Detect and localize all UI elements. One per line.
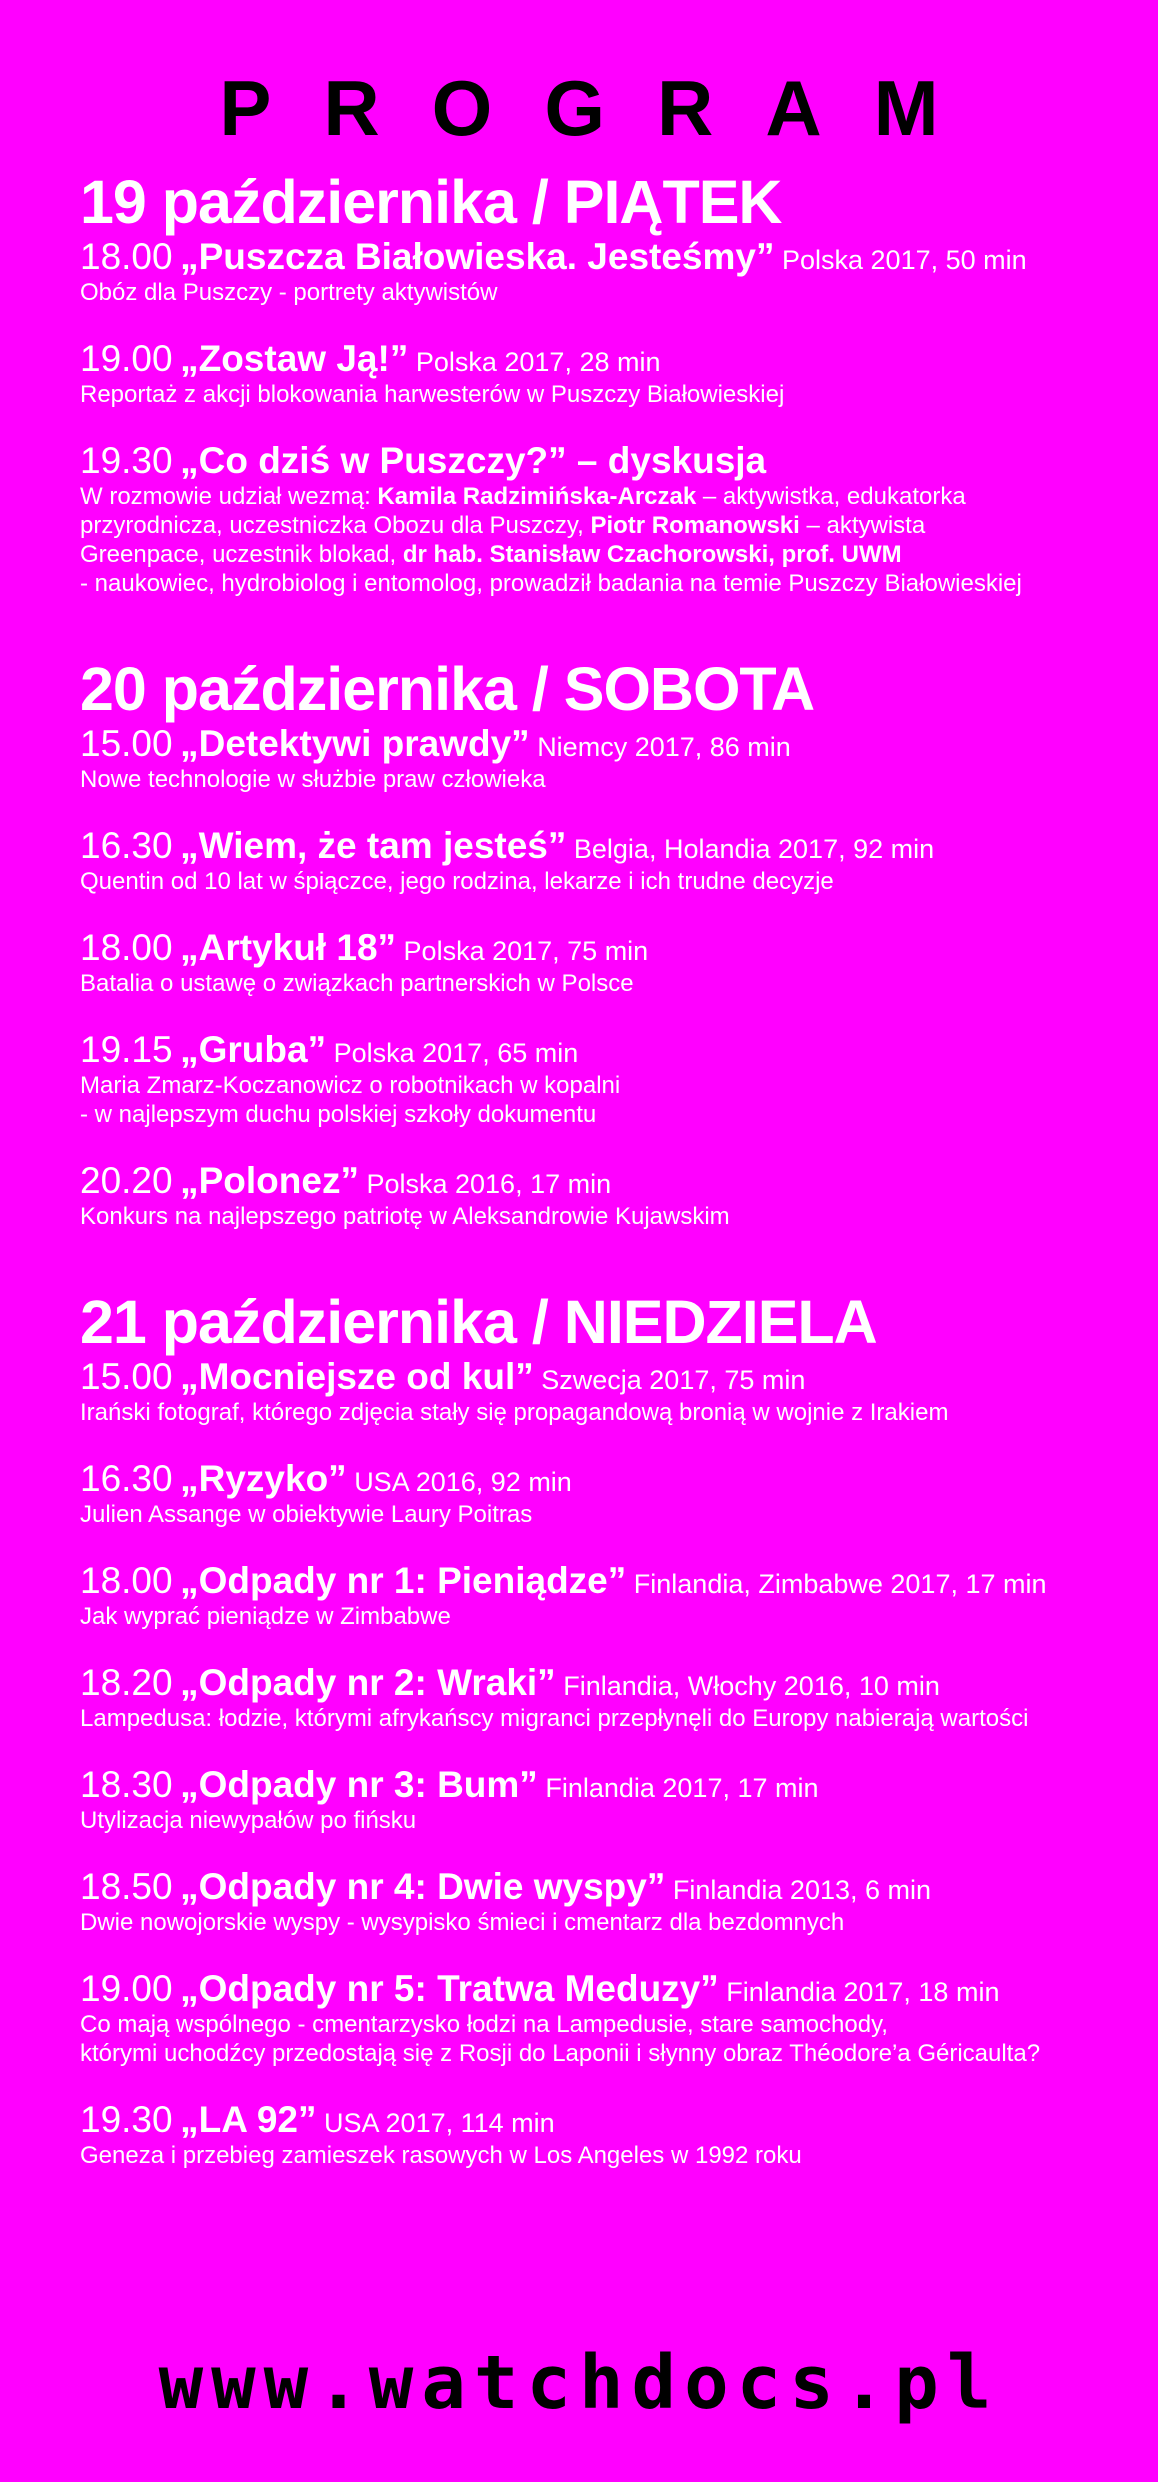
- event-description-line: W rozmowie udział wezmą: Kamila Radzimińska-Arczak – aktywistka, edukatorka: [80, 483, 966, 510]
- speaker-name: Piotr Romanowski: [590, 512, 800, 539]
- event-time: 18.30: [80, 1764, 173, 1805]
- event-title: „Polonez”: [180, 1160, 359, 1201]
- event-description: Julien Assange w obiektywie Laury Poitras: [80, 1501, 533, 1528]
- event-time: 15.00: [80, 723, 173, 764]
- event-item: [80, 927, 1120, 998]
- event-meta: USA 2017, 114 min: [324, 2108, 555, 2138]
- event-description: Batalia o ustawę o związkach partnerskich w Polsce: [80, 970, 634, 997]
- event-description: Nowe technologie w służbie praw człowieka: [80, 766, 546, 793]
- day-section-sunday: [80, 1285, 1120, 2170]
- event-item: [80, 1662, 1120, 1733]
- event-meta: Polska 2017, 28 min: [415, 347, 661, 377]
- speaker-name: dr hab. Stanisław Czachorowski, prof. UWM: [402, 541, 902, 568]
- event-time: 19.30: [80, 2099, 173, 2140]
- event-time: 16.30: [80, 825, 173, 866]
- event-meta: Polska 2016, 17 min: [366, 1169, 612, 1199]
- event-description: Konkurs na najlepszego patriotę w Aleksandrowie Kujawskim: [80, 1203, 730, 1230]
- event-title: „Detektywi prawdy”: [180, 723, 530, 764]
- event-title: „Odpady nr 3: Bum”: [180, 1764, 538, 1805]
- event-description: Obóz dla Puszczy - portrety aktywistów: [80, 279, 498, 306]
- event-title: „Co dziś w Puszczy?” – dyskusja: [180, 440, 767, 481]
- event-description: Maria Zmarz-Koczanowicz o robotnikach w kopalni: [80, 1072, 621, 1099]
- event-description: - w najlepszym duchu polskiej szkoły dokumentu: [80, 1101, 597, 1128]
- event-item: [80, 1029, 1120, 1129]
- day-heading: 20 października / SOBOTA: [80, 655, 815, 723]
- event-time: 18.00: [80, 927, 173, 968]
- event-meta: Polska 2017, 75 min: [403, 936, 649, 966]
- event-meta: Finlandia, Włochy 2016, 10 min: [563, 1671, 940, 1701]
- event-meta: Polska 2017, 50 min: [782, 245, 1027, 275]
- website-url-link[interactable]: www.watchdocs.pl: [158, 2340, 1000, 2426]
- event-description-line: przyrodnicza, uczestniczka Obozu dla Puszczy, Piotr Romanowski – aktywista: [80, 512, 926, 539]
- event-item: [80, 1160, 1120, 1231]
- day-section-saturday: [80, 652, 1120, 1231]
- event-time: 15.00: [80, 1356, 173, 1397]
- event-description: Dwie nowojorskie wyspy - wysypisko śmieci i cmentarz dla bezdomnych: [80, 1909, 845, 1936]
- event-title: „Odpady nr 2: Wraki”: [180, 1662, 556, 1703]
- event-description: Co mają wspólnego - cmentarzysko łodzi na Lampedusie, stare samochody,: [80, 2011, 888, 2038]
- event-meta: Finlandia 2017, 18 min: [726, 1977, 1000, 2007]
- event-item: [80, 723, 1120, 794]
- event-time: 19.15: [80, 1029, 173, 1070]
- day-heading: 19 października / PIĄTEK: [80, 168, 782, 236]
- day-heading: 21 października / NIEDZIELA: [80, 1288, 877, 1356]
- event-title: „LA 92”: [180, 2099, 317, 2140]
- event-description: Quentin od 10 lat w śpiączce, jego rodzina, lekarze i ich trudne decyzje: [80, 868, 834, 895]
- event-item: [80, 1764, 1120, 1835]
- event-time: 18.00: [80, 1560, 173, 1601]
- event-title: „Odpady nr 4: Dwie wyspy”: [180, 1866, 666, 1907]
- event-meta: Szwecja 2017, 75 min: [541, 1365, 806, 1395]
- event-title: „Ryzyko”: [180, 1458, 347, 1499]
- event-item: [80, 236, 1120, 307]
- event-description: Geneza i przebieg zamieszek rasowych w Los Angeles w 1992 roku: [80, 2142, 802, 2169]
- event-title: „Artykuł 18”: [180, 927, 397, 968]
- event-meta: Polska 2017, 65 min: [333, 1038, 579, 1068]
- event-time: 20.20: [80, 1160, 173, 1201]
- event-item: [80, 1356, 1120, 1427]
- event-time: 18.50: [80, 1866, 173, 1907]
- event-item: [80, 1866, 1120, 1937]
- event-description: którymi uchodźcy przedostają się z Rosji do Laponii i słynny obraz Théodore’a Géricaulta?: [80, 2040, 1041, 2067]
- program-title: PROGRAM: [219, 64, 991, 152]
- program-schedule: [80, 165, 1120, 2224]
- event-title: „Mocniejsze od kul”: [180, 1356, 534, 1397]
- event-item: [80, 1458, 1120, 1529]
- event-description: Reportaż z akcji blokowania harwesterów w Puszczy Białowieskiej: [80, 381, 785, 408]
- event-description: Lampedusa: łodzie, którymi afrykańscy migranci przepłynęli do Europy nabierają wartości: [80, 1705, 1029, 1732]
- event-time: 19.00: [80, 1968, 173, 2009]
- event-item: [80, 1968, 1120, 2068]
- event-meta: Finlandia 2013, 6 min: [672, 1875, 932, 1905]
- event-meta: Finlandia 2017, 17 min: [545, 1773, 819, 1803]
- event-meta: USA 2016, 92 min: [354, 1467, 572, 1497]
- event-item: [80, 338, 1120, 409]
- event-item: [80, 1560, 1120, 1631]
- event-title: „Puszcza Białowieska. Jesteśmy”: [180, 236, 775, 277]
- event-title: „Zostaw Ją!”: [180, 338, 409, 379]
- speaker-name: Kamila Radzimińska-Arczak: [377, 483, 697, 510]
- event-description-line: Greenpace, uczestnik blokad, dr hab. Stanisław Czachorowski, prof. UWM: [80, 541, 902, 568]
- event-description-line: - naukowiec, hydrobiolog i entomolog, prowadził badania na temie Puszczy Białowieskiej: [80, 570, 1022, 597]
- event-time: 16.30: [80, 1458, 173, 1499]
- event-title: „Odpady nr 5: Tratwa Meduzy”: [180, 1968, 719, 2009]
- day-section-friday: [80, 165, 1120, 598]
- event-description: Jak wyprać pieniądze w Zimbabwe: [80, 1603, 451, 1630]
- event-time: 18.00: [80, 236, 173, 277]
- event-meta: Belgia, Holandia 2017, 92 min: [573, 834, 935, 864]
- event-meta: Finlandia, Zimbabwe 2017, 17 min: [633, 1569, 1047, 1599]
- event-item: [80, 440, 1120, 598]
- event-description: Utylizacja niewypałów po fińsku: [80, 1807, 417, 1834]
- event-title: „Odpady nr 1: Pieniądze”: [180, 1560, 627, 1601]
- event-title: „Gruba”: [180, 1029, 327, 1070]
- event-time: 19.30: [80, 440, 173, 481]
- event-time: 19.00: [80, 338, 173, 379]
- event-description: Irański fotograf, którego zdjęcia stały się propagandową bronią w wojnie z Irakiem: [80, 1399, 949, 1426]
- event-time: 18.20: [80, 1662, 173, 1703]
- event-title: „Wiem, że tam jesteś”: [180, 825, 567, 866]
- event-item: [80, 825, 1120, 896]
- event-item: [80, 2099, 1120, 2170]
- event-meta: Niemcy 2017, 86 min: [537, 732, 791, 762]
